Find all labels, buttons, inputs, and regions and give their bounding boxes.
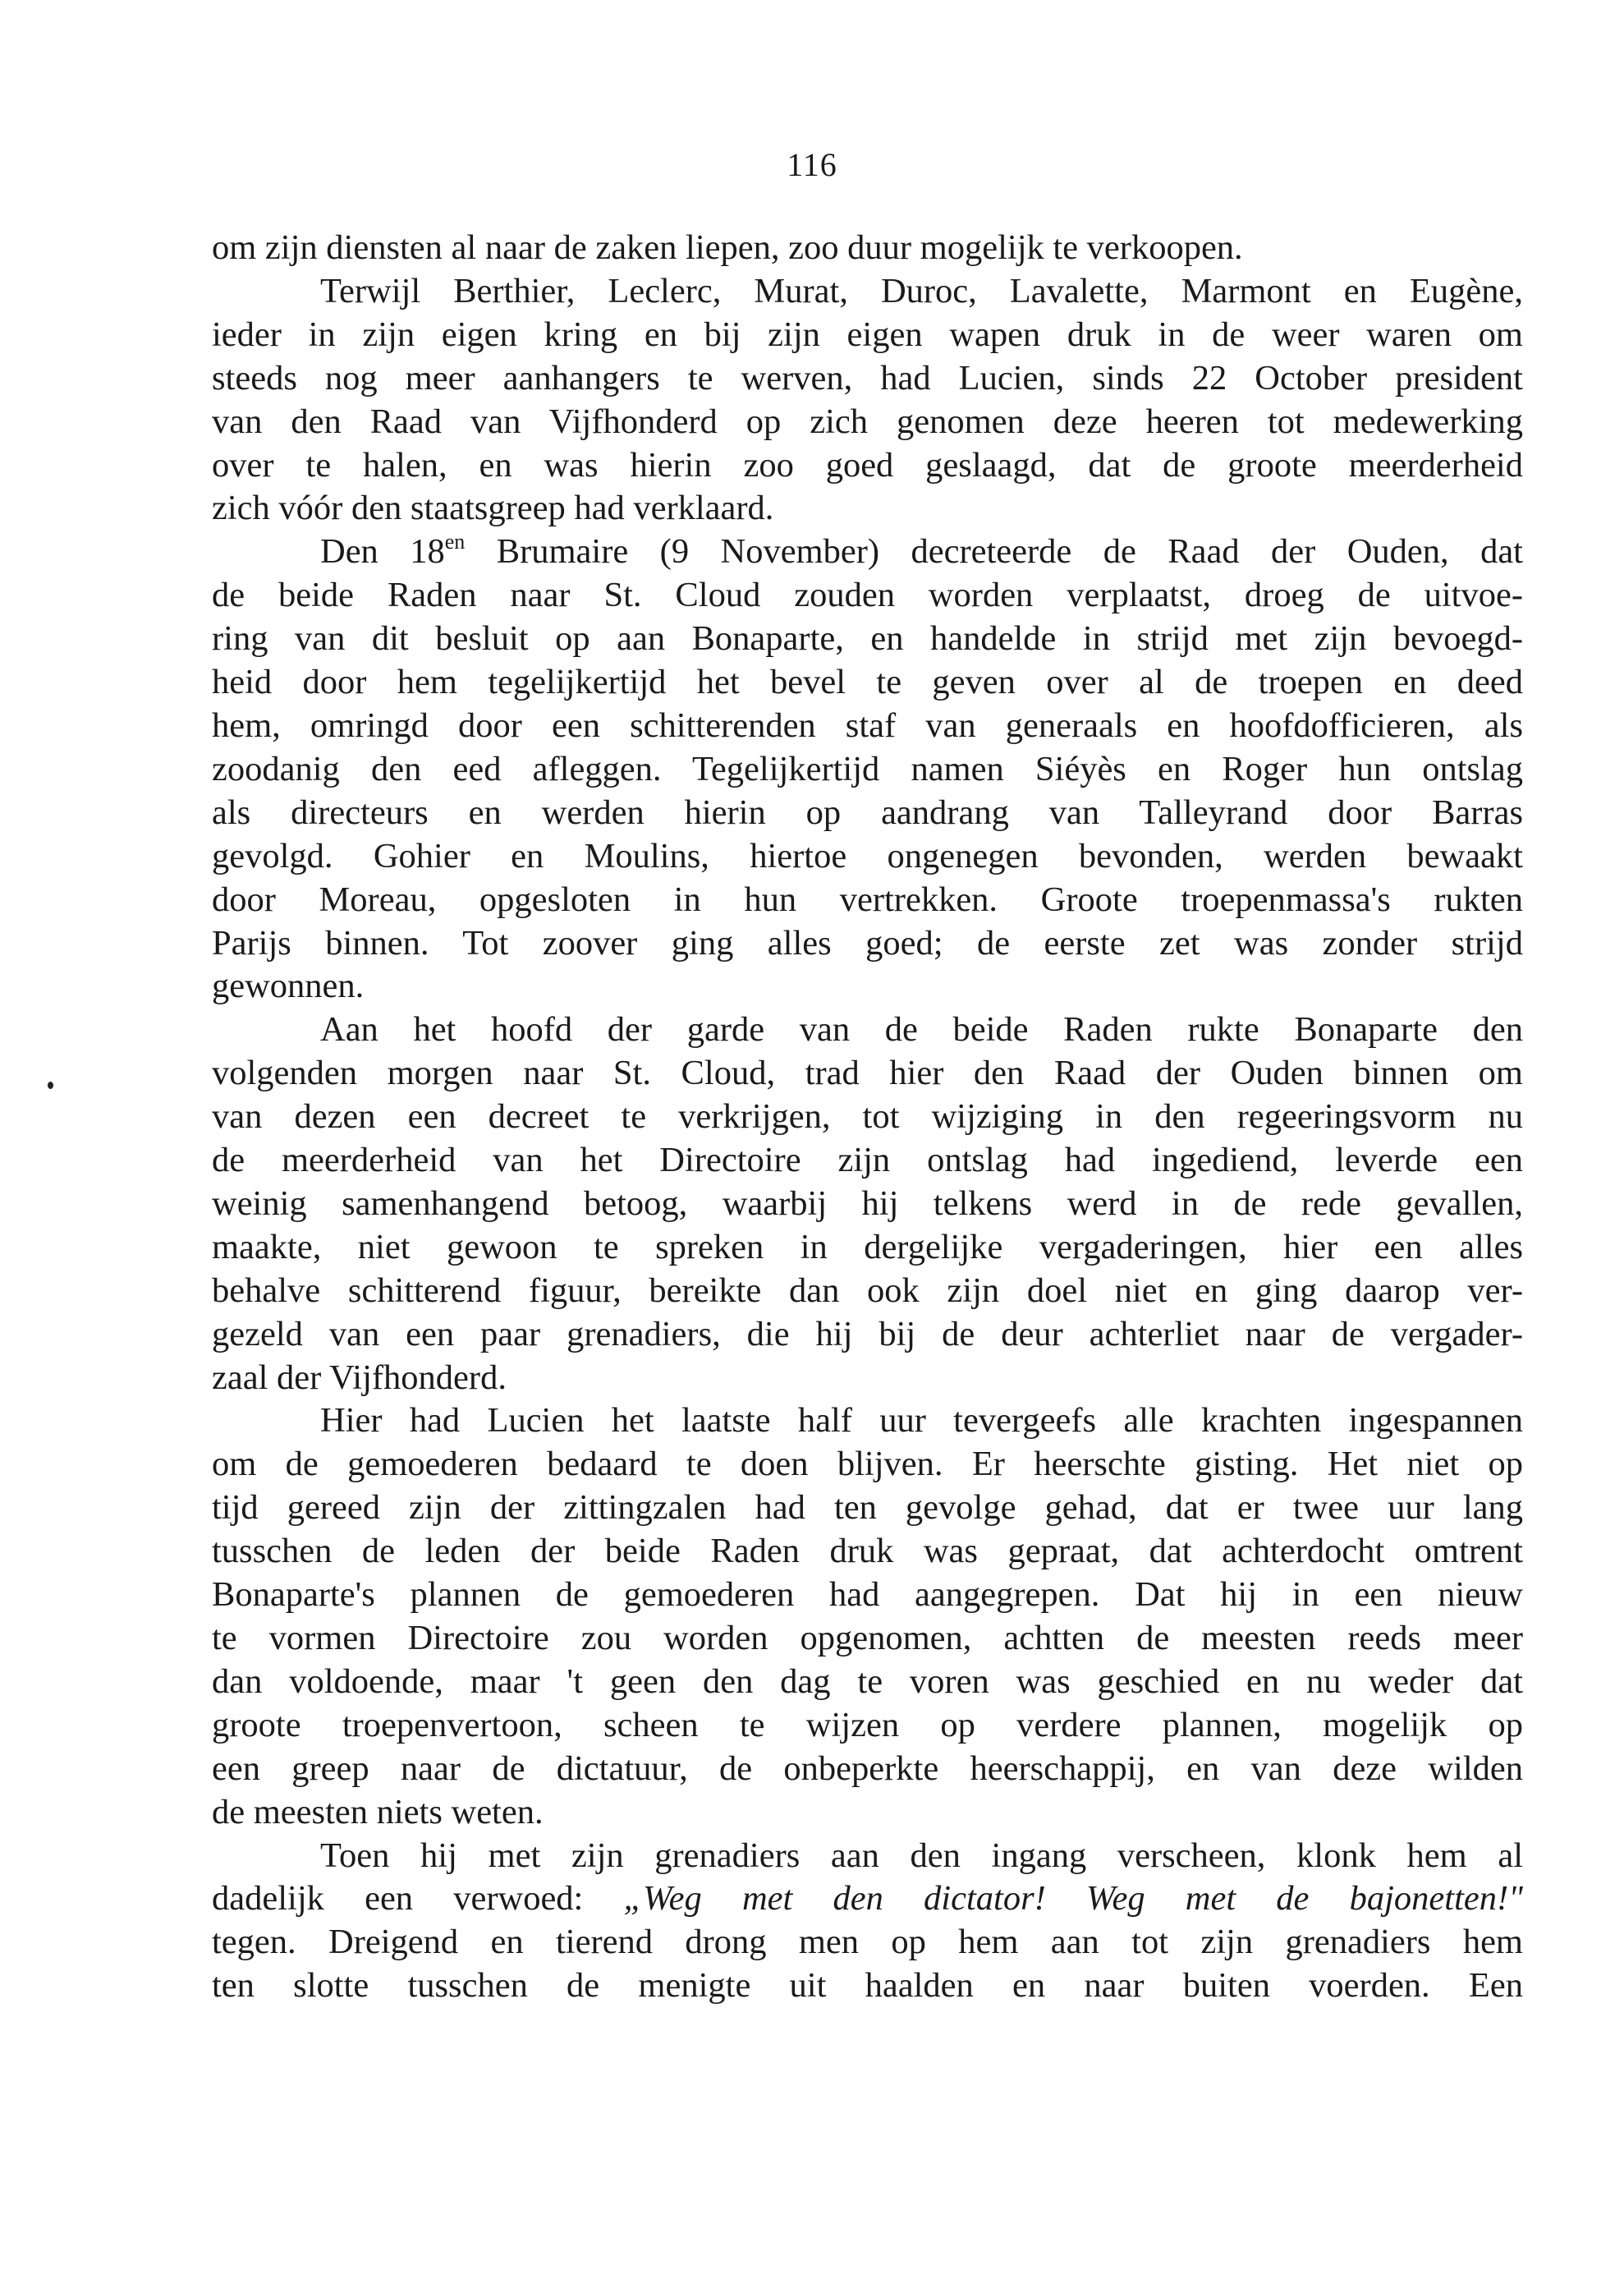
paragraph-3 xyxy=(212,531,1523,1009)
body-text xyxy=(212,227,1523,2008)
paragraph-1-continuation xyxy=(212,227,1523,270)
text-line: steeds nog meer aanhangers te werven, had Lucien, sinds 22 October president xyxy=(212,358,1523,397)
text-line: door Moreau, opgesloten in hun vertrekken. Groote troepenmassa's rukten xyxy=(212,880,1523,919)
text-line: van den Raad van Vijfhonderd op zich genomen deze heeren tot medewerking xyxy=(212,402,1523,441)
text-line: Toen hij met zijn grenadiers aan den ingang verscheen, klonk hem al xyxy=(320,1836,1523,1875)
quoted-exclamation: „Weg met den dictator! Weg met de bajonetten!" xyxy=(623,1879,1523,1918)
text-line: zoodanig den eed afleggen. Tegelijkertijd namen Siéyès en Roger hun ontslag xyxy=(212,749,1523,788)
text-line xyxy=(212,1877,1523,1921)
text-line: weinig samenhangend betoog, waarbij hij telkens werd in de rede gevallen, xyxy=(212,1183,1523,1223)
text-line xyxy=(212,531,1523,574)
text-line: ten slotte tusschen de menigte uit haalden en naar buiten voerden. Een xyxy=(212,1966,1523,2006)
text-line: van dezen een decreet te verkrijgen, tot wijziging in den regeeringsvorm nu xyxy=(212,1097,1523,1137)
text-line: Terwijl Berthier, Leclerc, Murat, Duroc, Lavalette, Marmont en Eugène, xyxy=(320,271,1523,310)
text-line: Hier had Lucien het laatste half uur tevergeefs alle krachten ingespannen xyxy=(320,1401,1523,1441)
text-line: zich vóór den staatsgreep had verklaard. xyxy=(212,489,774,528)
paragraph-2 xyxy=(212,270,1523,531)
text-line: Parijs binnen. Tot zoover ging alles goed; de eerste zet was zonder strijd xyxy=(212,923,1523,963)
text-line: een greep naar de dictatuur, de onbeperkte heerschappij, en van deze wilden xyxy=(212,1748,1523,1788)
ink-speck xyxy=(48,1082,53,1089)
text-line: tusschen de leden der beide Raden druk was gepraat, dat achterdocht omtrent xyxy=(212,1532,1523,1571)
text-line: de beide Raden naar St. Cloud zouden worden verplaatst, droeg de uitvoe- xyxy=(212,576,1523,615)
text-line: tegen. Dreigend en tierend drong men op hem aan tot zijn grenadiers hem xyxy=(212,1923,1523,1962)
text-line: als directeurs en werden hierin op aandrang van Talleyrand door Barras xyxy=(212,793,1523,832)
page-number: 116 xyxy=(787,146,837,183)
text-fragment: Brumaire (9 November) decreteerde de Raad der Ouden, dat xyxy=(465,532,1523,572)
text-line: volgenden morgen naar St. Cloud, trad hier den Raad der Ouden binnen om xyxy=(212,1054,1523,1093)
text-line: tijd gereed zijn der zittingzalen had ten gevolge gehad, dat er twee uur lang xyxy=(212,1488,1523,1528)
text-line: te vormen Directoire zou worden opgenomen, achtten de meesten reeds meer xyxy=(212,1619,1523,1657)
text-line: heid door hem tegelijkertijd het bevel te geven over al de troepen en deed xyxy=(212,663,1523,702)
text-line: zaal der Vijfhonderd. xyxy=(212,1358,507,1397)
text-line: om de gemoederen bedaard te doen blijven. Er heerschte gisting. Het niet op xyxy=(212,1445,1523,1484)
paragraph-5 xyxy=(212,1399,1523,1834)
text-line: Aan het hoofd der garde van de beide Raden rukte Bonaparte den xyxy=(320,1010,1523,1050)
date-text: Den 18 xyxy=(320,532,445,572)
text-line: gevolgd. Gohier en Moulins, hiertoe ongenegen bevonden, werden bewaakt xyxy=(212,836,1523,875)
text-line: maakte, niet gewoon te spreken in dergelijke vergaderingen, hier een alles xyxy=(212,1227,1523,1266)
text-line: behalve schitterend figuur, bereikte dan ook zijn doel niet en ging daarop ver- xyxy=(212,1271,1523,1310)
text-line: over te halen, en was hierin zoo goed geslaagd, dat de groote meerderheid xyxy=(212,445,1523,485)
text-line: de meesten niets weten. xyxy=(212,1792,544,1831)
text-fragment: dadelijk een verwoed: xyxy=(212,1879,624,1918)
paragraph-4 xyxy=(212,1009,1523,1399)
ordinal-superscript: en xyxy=(444,530,466,554)
paragraph-6 xyxy=(212,1835,1523,2009)
text-line: de meerderheid van het Directoire zijn ontslag had ingediend, leverde een xyxy=(212,1141,1523,1180)
text-line: Bonaparte's plannen de gemoederen had aangegrepen. Dat hij in een nieuw xyxy=(212,1575,1523,1615)
text-line: dan voldoende, maar 't geen den dag te voren was geschied en nu weder dat xyxy=(212,1661,1523,1701)
text-line: hem, omringd door een schitterenden staf van generaals en hoofdofficieren, als xyxy=(212,705,1523,745)
text-line: om zijn diensten al naar de zaken liepen, zoo duur mogelijk te verkoopen. xyxy=(212,228,1243,267)
text-line: groote troepenvertoon, scheen te wijzen op verdere plannen, mogelijk op xyxy=(212,1705,1523,1744)
text-line: gewonnen. xyxy=(212,967,365,1006)
text-line: ieder in zijn eigen kring en bij zijn eigen wapen druk in de weer waren om xyxy=(212,315,1523,354)
text-line: ring van dit besluit op aan Bonaparte, en handelde in strijd met zijn bevoegd- xyxy=(212,619,1523,659)
text-line: gezeld van een paar grenadiers, die hij bij de deur achterliet naar de vergader- xyxy=(212,1314,1523,1353)
